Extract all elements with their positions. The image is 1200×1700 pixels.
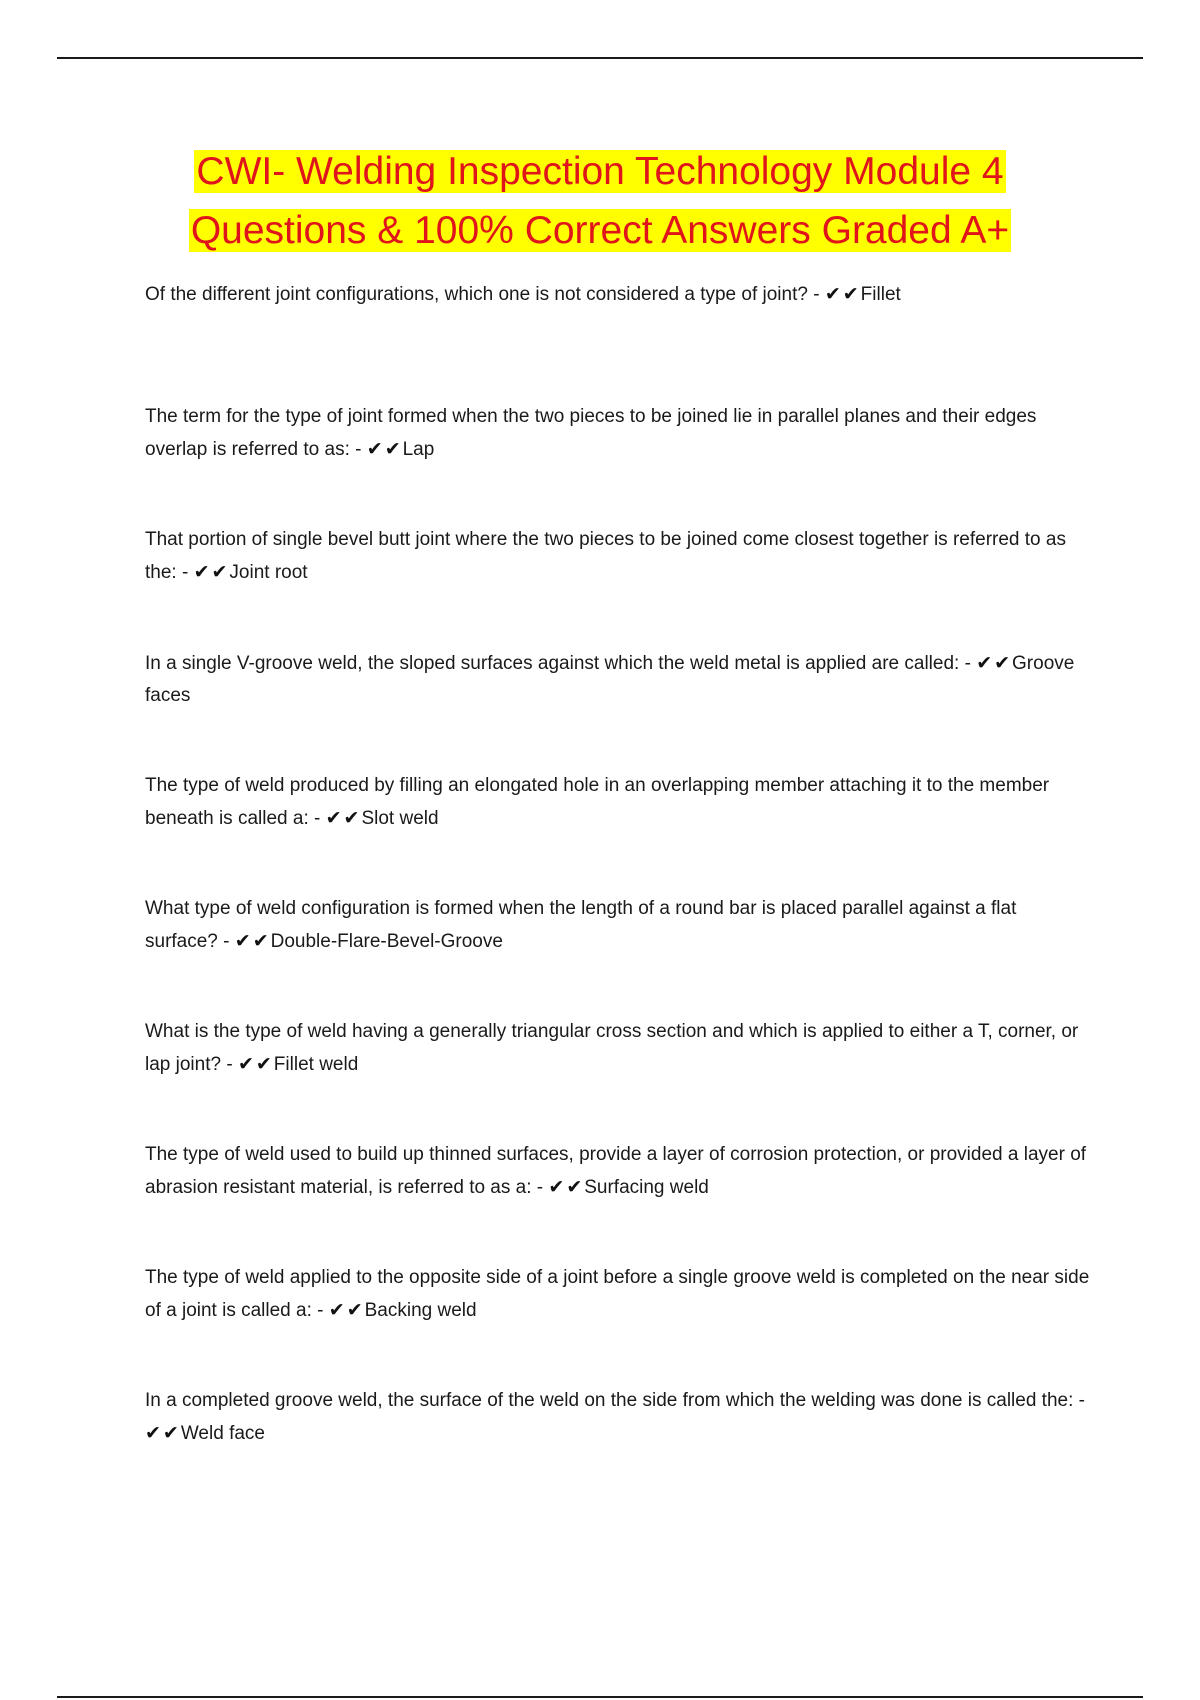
check-icon: ✔ bbox=[252, 930, 269, 952]
check-icon: ✔ bbox=[234, 930, 251, 952]
check-icon: ✔ bbox=[346, 1299, 363, 1321]
bottom-rule bbox=[57, 1696, 1143, 1698]
answer-text: Slot weld bbox=[361, 808, 439, 829]
answer-text: Weld face bbox=[180, 1423, 265, 1444]
qa-item bbox=[145, 770, 1090, 893]
check-icon: ✔ bbox=[976, 652, 993, 674]
title-line-2: Questions & 100% Correct Answers Graded A+ bbox=[190, 209, 1010, 252]
qa-list bbox=[145, 278, 1090, 1508]
qa-item bbox=[145, 1262, 1090, 1385]
question-text: The type of weld produced by filling an elongated hole in an overlapping member attaching it to the member beneath is called a: - bbox=[145, 775, 1050, 829]
answer-text: Backing weld bbox=[364, 1300, 477, 1321]
qa-item bbox=[145, 1385, 1090, 1508]
check-icon: ✔ bbox=[384, 438, 401, 460]
qa-item bbox=[145, 524, 1090, 647]
check-icon: ✔ bbox=[566, 1176, 583, 1198]
question-text: What type of weld configuration is formed when the length of a round bar is placed parallel against a flat surface? - bbox=[145, 898, 1017, 952]
answer-text: Joint root bbox=[229, 562, 308, 583]
check-icon: ✔ bbox=[994, 652, 1011, 674]
check-icon: ✔ bbox=[328, 1299, 345, 1321]
question-text: The type of weld used to build up thinned surfaces, provide a layer of corrosion protection, or provided a layer of abrasion resistant material, is referred to as a: - bbox=[145, 1144, 1087, 1198]
qa-item bbox=[145, 893, 1090, 1016]
check-icon: ✔ bbox=[343, 807, 360, 829]
question-text: That portion of single bevel butt joint where the two pieces to be joined come closest together is referred to as the: - bbox=[145, 529, 1066, 583]
question-text: The type of weld applied to the opposite side of a joint before a single groove weld is completed on the near side of a joint is called a: - bbox=[145, 1267, 1090, 1321]
answer-text: Fillet weld bbox=[273, 1054, 359, 1075]
qa-item bbox=[145, 401, 1090, 524]
check-icon: ✔ bbox=[325, 807, 342, 829]
qa-item bbox=[145, 647, 1090, 770]
qa-item bbox=[145, 278, 1090, 401]
check-icon: ✔ bbox=[211, 561, 228, 583]
check-icon: ✔ bbox=[824, 283, 841, 305]
check-icon: ✔ bbox=[255, 1053, 272, 1075]
check-icon: ✔ bbox=[145, 1422, 161, 1444]
answer-text: Groove faces bbox=[145, 653, 1075, 706]
check-icon: ✔ bbox=[842, 283, 859, 305]
title-line-1: CWI- Welding Inspection Technology Module 4 bbox=[196, 150, 1004, 193]
question-text: The term for the type of joint formed when the two pieces to be joined lie in parallel planes and their edges overlap is referred to as: - bbox=[145, 406, 1037, 460]
document-title bbox=[0, 142, 1200, 260]
qa-item bbox=[145, 1016, 1090, 1139]
answer-text: Double-Flare-Bevel-Groove bbox=[270, 931, 503, 952]
check-icon: ✔ bbox=[162, 1422, 179, 1444]
check-icon: ✔ bbox=[366, 438, 383, 460]
check-icon: ✔ bbox=[548, 1176, 565, 1198]
question-text: In a single V-groove weld, the sloped surfaces against which the weld metal is applied are called: - bbox=[145, 653, 977, 674]
answer-text: Fillet bbox=[860, 284, 901, 305]
qa-item bbox=[145, 1139, 1090, 1262]
question-text: What is the type of weld having a generally triangular cross section and which is applied to either a T, corner, or lap joint? - bbox=[145, 1021, 1079, 1075]
check-icon: ✔ bbox=[237, 1053, 254, 1075]
top-rule bbox=[57, 57, 1143, 59]
check-icon: ✔ bbox=[193, 561, 210, 583]
question-text: In a completed groove weld, the surface of the weld on the side from which the welding was done is called the: - bbox=[145, 1390, 1085, 1411]
answer-text: Lap bbox=[402, 439, 435, 460]
question-text: Of the different joint configurations, which one is not considered a type of joint? - bbox=[145, 284, 825, 305]
answer-text: Surfacing weld bbox=[584, 1177, 709, 1198]
